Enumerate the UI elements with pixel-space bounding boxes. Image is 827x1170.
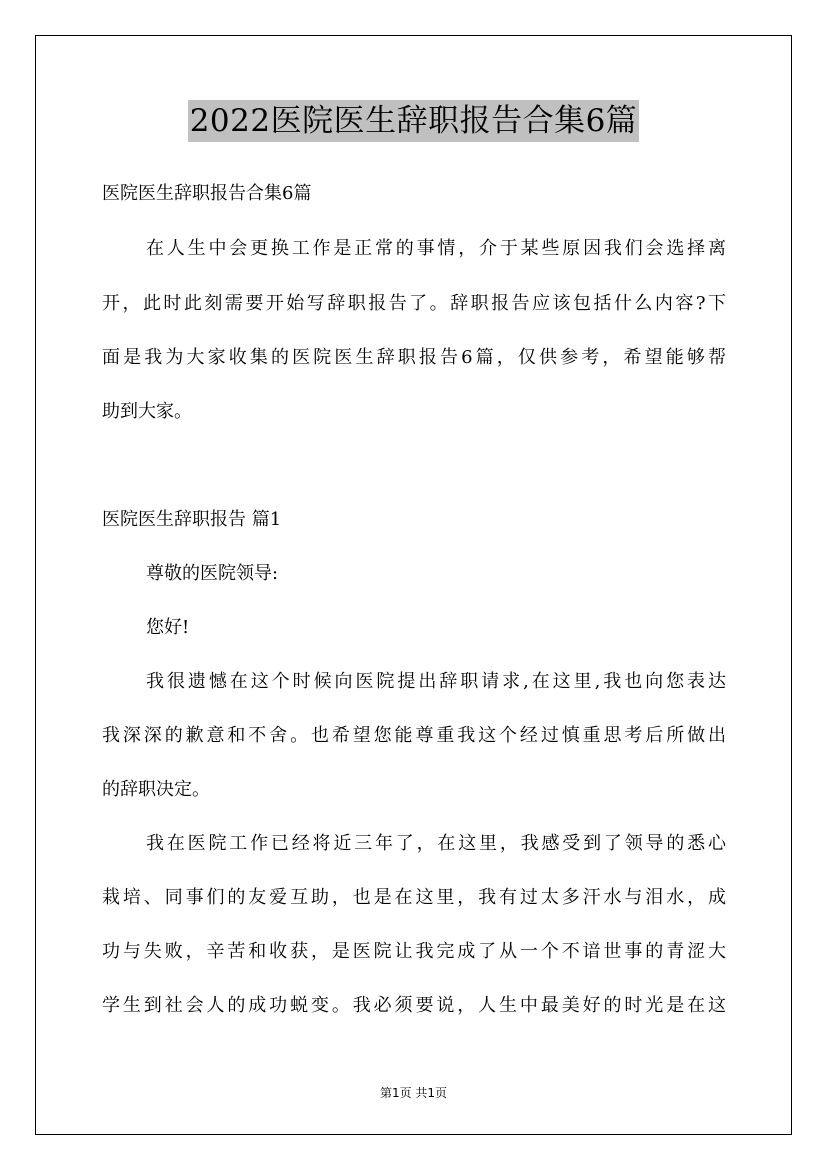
paragraph-line: 的辞职决定。: [102, 779, 210, 800]
intro-line: 在人生中会更换工作是正常的事情，介于某些原因我们会选择离: [146, 238, 726, 259]
paragraph-line: 栽培、同事们的友爱互助，也是在这里，我有过太多汗水与泪水，成: [102, 887, 726, 908]
intro-line: 助到大家。: [102, 401, 192, 422]
paragraph-line: 学生到社会人的成功蜕变。我必须要说，人生中最美好的时光是在这: [102, 995, 726, 1016]
paragraph-line: 功与失败，辛苦和收获，是医院让我完成了从一个不谙世事的青涩大: [102, 941, 726, 962]
intro-line: 开，此时此刻需要开始写辞职报告了。辞职报告应该包括什么内容?下: [102, 293, 726, 314]
page-footer: 第1页 共1页: [379, 1086, 448, 1100]
title-container: [0, 100, 827, 142]
paragraph-line: 我很遗憾在这个时候向医院提出辞职请求,在这里,我也向您表达: [146, 671, 726, 692]
greeting: 您好!: [146, 617, 190, 638]
intro-line: 面是我为大家收集的医院医生辞职报告6篇，仅供参考，希望能够帮: [102, 347, 726, 368]
salutation: 尊敬的医院领导:: [146, 563, 279, 584]
subtitle: 医院医生辞职报告合集6篇: [102, 183, 312, 204]
paragraph-line: 我深深的歉意和不舍。也希望您能尊重我这个经过慎重思考后所做出: [102, 725, 726, 746]
document-title: 2022医院医生辞职报告合集6篇: [188, 100, 640, 142]
paragraph-line: 我在医院工作已经将近三年了，在这里，我感受到了领导的悉心: [146, 833, 726, 854]
section-heading: 医院医生辞职报告 篇1: [102, 509, 282, 530]
